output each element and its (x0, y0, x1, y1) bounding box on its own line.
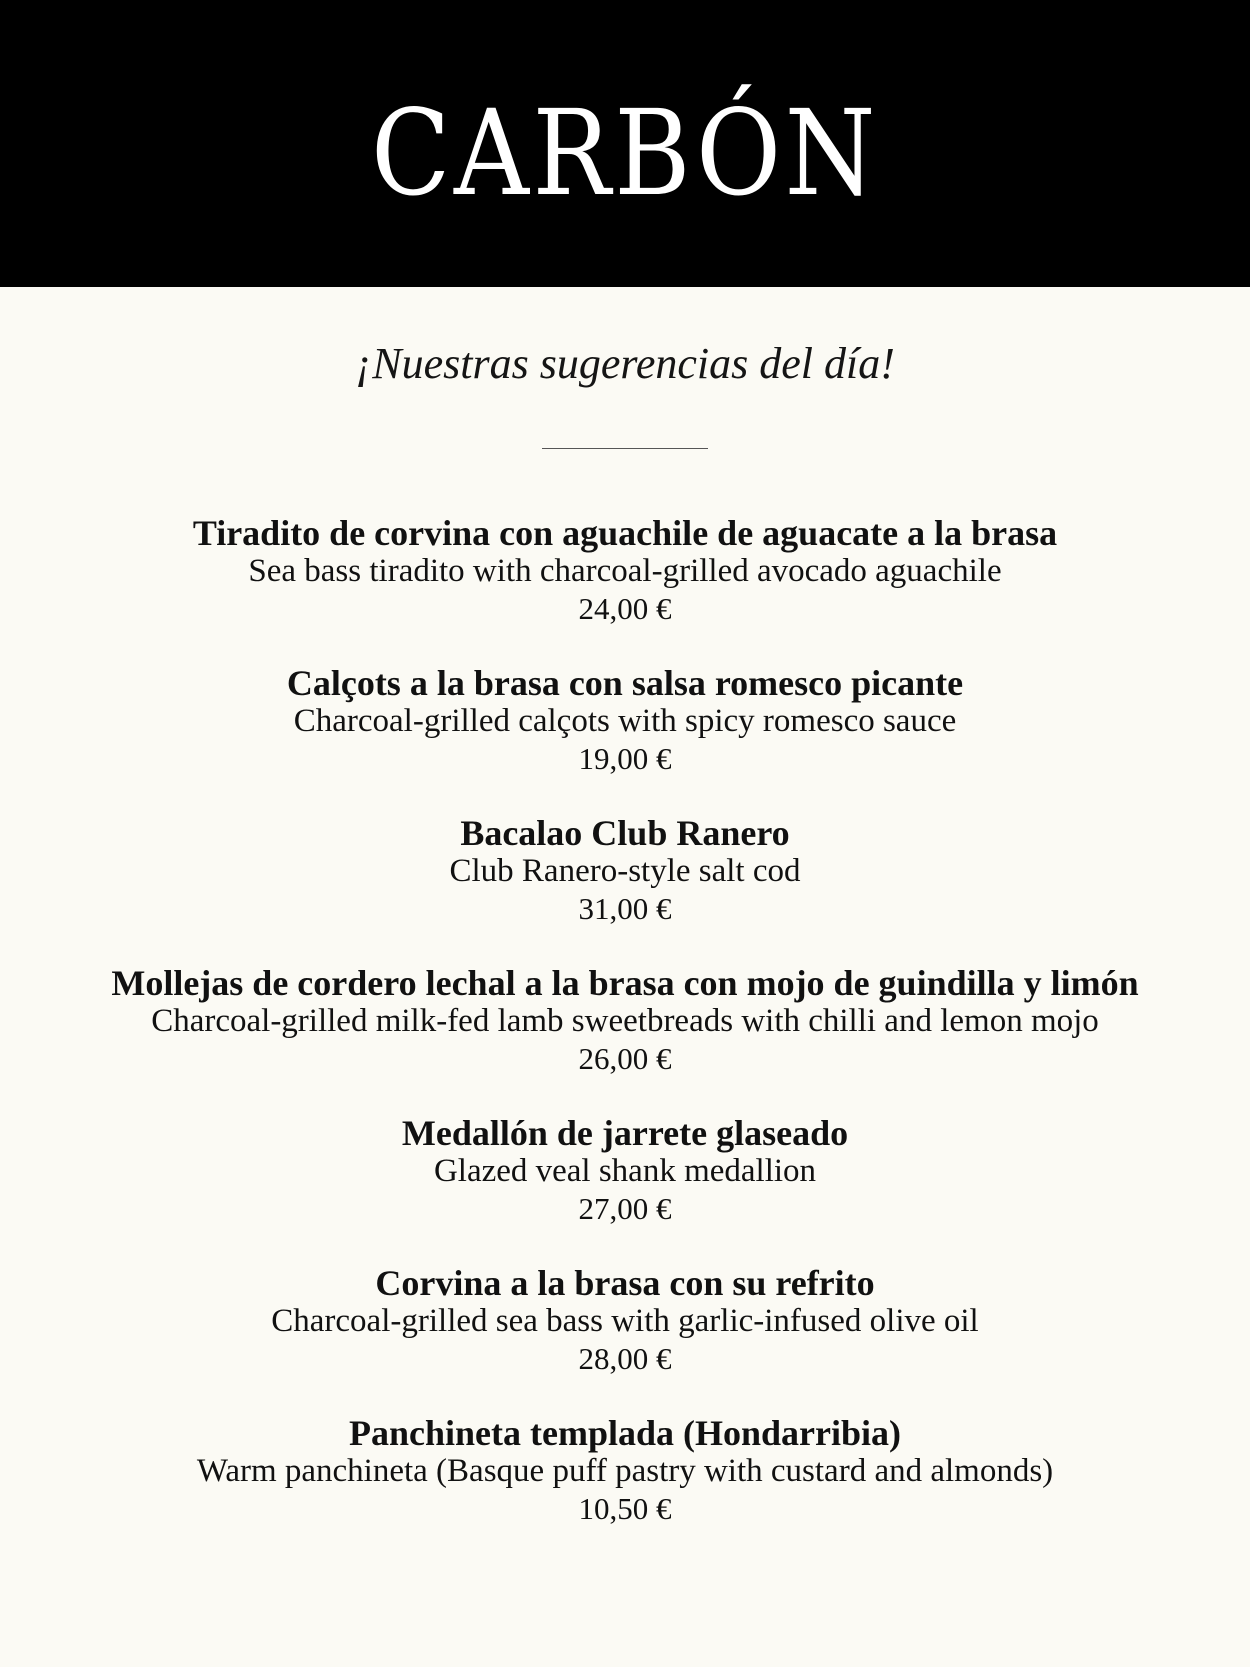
menu-item-description: Glazed veal shank medallion (433, 1153, 817, 1189)
menu-item-price: 31,00 € (578, 891, 672, 926)
menu-item (0, 812, 1250, 929)
brand-logo: CARBÓN (371, 84, 879, 222)
menu-item (0, 1112, 1250, 1229)
menu-item-description: Sea bass tiradito with charcoal-grilled avocado aguachile (248, 553, 1002, 589)
page-subtitle: ¡Nuestras sugerencias del día! (355, 339, 895, 388)
menu-item (0, 662, 1250, 779)
menu-item-price: 27,00 € (578, 1191, 672, 1226)
menu-item-name: Medallón de jarrete glaseado (401, 1113, 849, 1153)
menu-item (0, 1262, 1250, 1379)
menu-item (0, 512, 1250, 629)
menu-item-name: Bacalao Club Ranero (460, 813, 790, 853)
menu-item-price: 10,50 € (578, 1491, 672, 1526)
menu-item-price: 26,00 € (578, 1041, 672, 1076)
menu-item-price: 19,00 € (578, 741, 672, 776)
menu-item-name: Mollejas de cordero lechal a la brasa con mojo de guindilla y limón (111, 963, 1139, 1003)
header-banner (0, 0, 1250, 287)
menu-item-description: Charcoal-grilled sea bass with garlic-infused olive oil (271, 1303, 979, 1339)
menu-item-name: Panchineta templada (Hondarribia) (348, 1413, 901, 1453)
menu-item-description: Charcoal-grilled milk-fed lamb sweetbreads with chilli and lemon mojo (151, 1003, 1099, 1039)
menu-item (0, 1412, 1250, 1529)
menu-item-price: 24,00 € (578, 591, 672, 626)
menu-item (0, 962, 1250, 1079)
menu-item-description: Charcoal-grilled calçots with spicy romesco sauce (293, 703, 957, 739)
menu-item-name: Tiradito de corvina con aguachile de aguacate a la brasa (192, 513, 1058, 553)
menu-item-price: 28,00 € (578, 1341, 672, 1376)
menu-item-description: Warm panchineta (Basque puff pastry with custard and almonds) (196, 1453, 1054, 1489)
divider (542, 448, 708, 449)
menu-item-description: Club Ranero-style salt cod (449, 853, 801, 889)
menu-item-name: Calçots a la brasa con salsa romesco picante (286, 663, 964, 703)
menu-item-name: Corvina a la brasa con su refrito (375, 1263, 875, 1303)
